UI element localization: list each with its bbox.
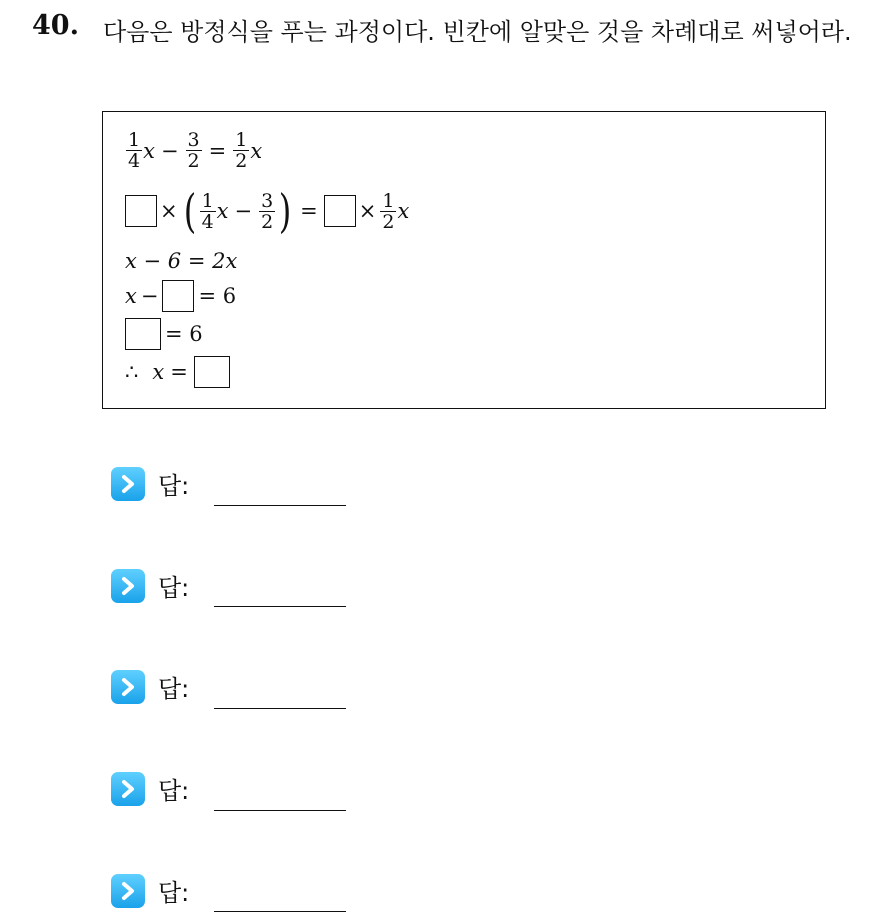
therefore-symbol: ∴ — [125, 360, 139, 384]
answer-input-4[interactable] — [214, 810, 346, 811]
blank-box-4[interactable] — [125, 318, 161, 350]
operator: = — [300, 199, 318, 223]
fraction — [259, 191, 275, 232]
equation-line-1 — [125, 130, 262, 171]
answer-input-1[interactable] — [214, 505, 346, 506]
variable: x — [125, 284, 137, 308]
rhs: = 6 — [165, 322, 203, 346]
denominator: 2 — [382, 210, 395, 233]
chevron-right-icon — [111, 772, 145, 806]
chevron-right-icon — [111, 569, 145, 603]
paren: ) — [278, 184, 292, 238]
answer-input-3[interactable] — [214, 708, 346, 709]
fraction — [233, 130, 249, 171]
answer-label: 답: — [158, 675, 190, 703]
fraction — [126, 130, 142, 171]
blank-box-2[interactable] — [324, 195, 356, 227]
answer-row-3 — [111, 669, 189, 704]
operator: − — [234, 199, 253, 223]
numerator: 3 — [261, 189, 274, 212]
denominator: 4 — [201, 210, 214, 233]
answer-row-4 — [111, 771, 189, 806]
denominator: 2 — [235, 150, 248, 172]
paren: ( — [183, 184, 196, 238]
answer-input-5[interactable] — [214, 911, 346, 912]
equation-line-6 — [125, 356, 230, 388]
answer-row-2 — [111, 568, 189, 603]
chevron-right-icon — [111, 467, 145, 501]
answer-label: 답: — [158, 574, 190, 602]
equation-line-4 — [125, 280, 236, 312]
numerator: 3 — [187, 129, 200, 151]
operator: = — [170, 360, 188, 384]
operator: − — [140, 284, 159, 308]
answer-input-2[interactable] — [214, 606, 346, 607]
numerator: 1 — [235, 129, 248, 151]
variable: x — [250, 138, 263, 163]
rhs: = 6 — [198, 284, 237, 308]
equation-line-5 — [125, 318, 203, 350]
denominator: 4 — [128, 150, 141, 172]
operator: × — [160, 199, 178, 223]
answer-row-1 — [111, 466, 189, 501]
variable: x — [216, 199, 229, 223]
denominator: 2 — [187, 150, 200, 172]
chevron-right-icon — [111, 874, 145, 908]
blank-box-1[interactable] — [125, 195, 157, 227]
solution-box — [102, 111, 826, 409]
equation-line-3: x − 6 = 2x — [125, 249, 238, 273]
operator: − — [160, 138, 179, 163]
answer-label: 답: — [158, 879, 190, 907]
operator: × — [358, 199, 377, 223]
fraction — [186, 130, 202, 171]
answer-label: 답: — [158, 472, 190, 500]
operator: = — [208, 138, 227, 163]
blank-box-3[interactable] — [162, 280, 194, 312]
variable: x — [152, 360, 165, 384]
blank-box-5[interactable] — [194, 356, 230, 388]
fraction — [200, 191, 216, 232]
variable: x — [397, 199, 410, 223]
variable: x — [143, 138, 155, 163]
chevron-right-icon — [111, 670, 145, 704]
numerator: 1 — [382, 189, 395, 212]
denominator: 2 — [261, 210, 274, 233]
fraction — [380, 191, 396, 232]
answer-row-5 — [111, 873, 189, 908]
question-text: 다음은 방정식을 푸는 과정이다. 빈칸에 알맞은 것을 차례대로 써넣어라. — [103, 18, 852, 46]
equation-line-2 — [125, 184, 410, 238]
answer-label: 답: — [158, 777, 190, 805]
numerator: 1 — [128, 129, 141, 151]
question-number: 40. — [32, 10, 79, 41]
numerator: 1 — [201, 189, 214, 212]
